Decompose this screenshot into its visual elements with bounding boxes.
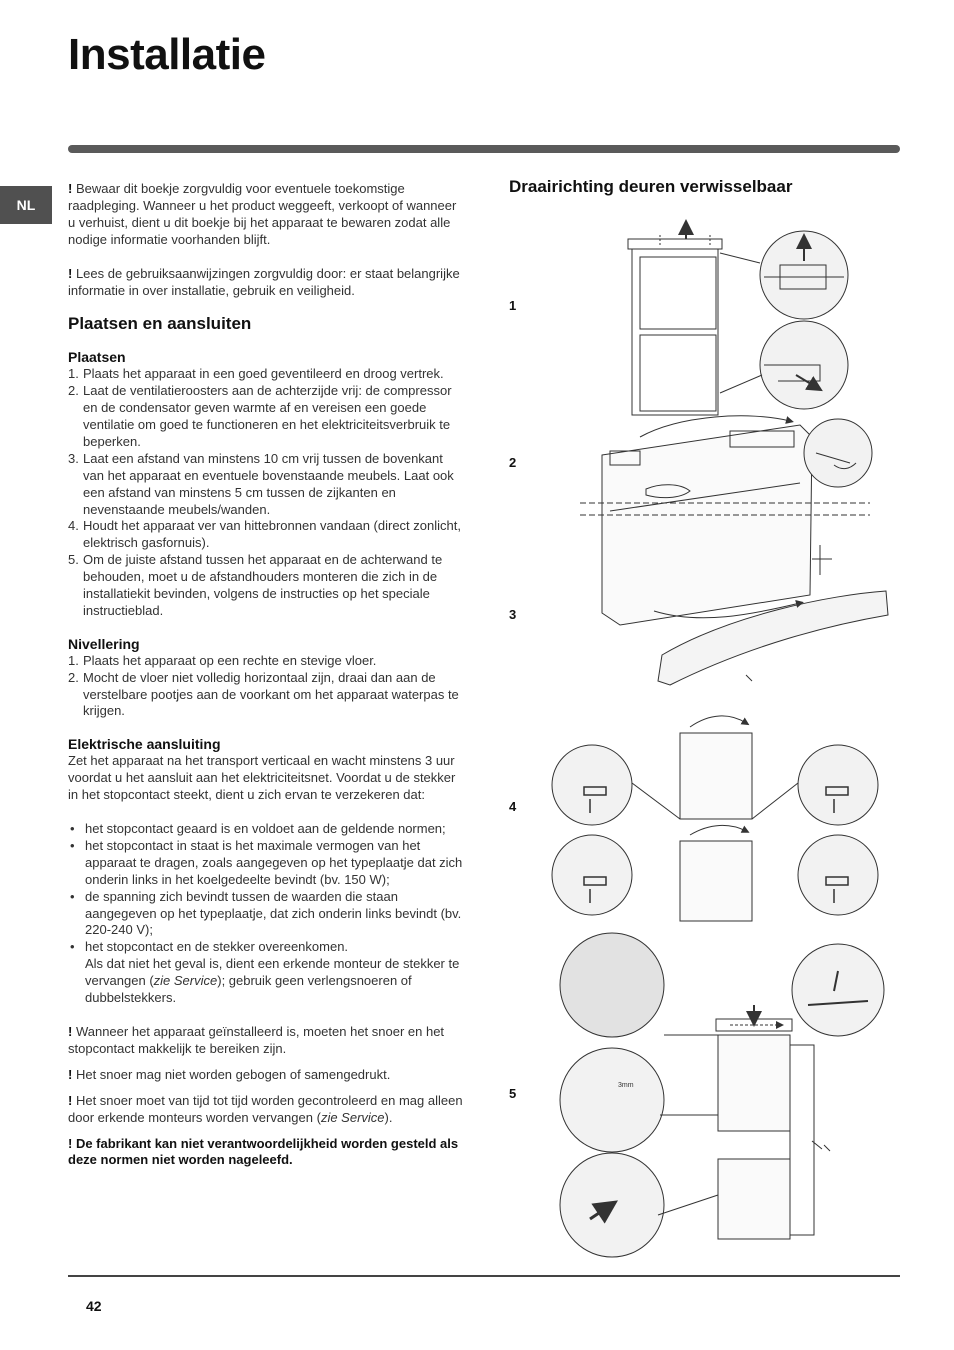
warning-1: ! Wanneer het apparaat geïnstalleerd is, moeten het snoer en het stopcontact makkelijk te bereiken zijn. [68,1023,445,1056]
elektrisch-list [68,821,464,1007]
step-number-5: 5 [509,1086,517,1101]
exclamation-mark: ! [68,1066,73,1082]
detail-circle-icon [720,321,848,409]
exclamation-mark: ! [68,1023,73,1039]
screw-icon [746,675,752,681]
detail-circle-icon [720,231,848,319]
list-item: • het stopcontact in staat is het maximale vermogen van het apparaat te dragen, zoals aangegeven op het typeplaatje dat zich onderin links in het koelgedeelte bevindt (bv. 150 W); [68,838,464,889]
left-column [68,181,464,1169]
step-number-3: 3 [509,607,517,622]
page-number: 42 [86,1298,102,1314]
nivellering-list [68,653,464,721]
list-item: 1. Plaats het apparaat in een goed geventileerd en droog vertrek. [68,366,444,382]
screw-icon [812,1141,830,1151]
placing-heading: Plaatsen en aansluiten [68,314,252,334]
step-4-door-bottom [552,825,878,921]
elektrisch-intro: Zet het apparaat na het transport verticaal en wacht minstens 3 uur voordat u het aansluit aan het elektriciteitsnet. Voordat u de stekker in het stopcontact steekt, dient u zich ervan te verzekeren dat: [68,753,456,803]
list-item: 5. Om de juiste afstand tussen het apparaat en de achterwand te behouden, moet u de afstandhouders monteren die zich in de installatiekit bevinden, volgens de instructies op het speciale instructieblad. [68,552,443,618]
language-tab: NL [0,186,52,224]
top-divider [68,145,900,153]
detail-circle-icon [804,419,872,487]
list-item: 2. Mocht de vloer niet volledig horizontaal zijn, draai dan aan de verstelbare pootjes aan de voorkant om het apparaat waterpas te krijgen. [68,669,459,719]
door-reversal-diagram [550,215,900,1260]
list-item: • het stopcontact geaard is en voldoet aan de geldende normen; [68,821,464,838]
step-5-assembly [560,933,884,1257]
list-item: • het stopcontact en de stekker overeenkomen. Als dat niet het geval is, dient een erkende monteur de stekker te vervangen (zie Service); gebruik geen verlengsnoeren of dubbelstekkers. [68,939,464,1007]
plaatsen-heading: Plaatsen [68,349,126,366]
step-4-door-top [552,716,878,825]
exclamation-mark: ! [68,181,73,196]
intro-note-2 [68,266,464,300]
step-number-4: 4 [509,799,517,814]
exclamation-mark: ! [68,1135,73,1151]
list-item: 1. Plaats het apparaat op een rechte en stevige vloer. [68,652,377,668]
doors-heading: Draairichting deuren verwisselbaar [509,177,793,196]
bottom-divider [68,1275,900,1277]
step-1-fridge [628,227,722,415]
intro-note-text: Bewaar dit boekje zorgvuldig voor eventuele toekomstige raadpleging. Wanneer u het product weggeeft, verkoopt of wanneer u verhuist, dient u dit boekje bij het apparaat te bewaren zodat alle nodige informatie voorhanden blijft. [68,181,457,247]
list-item: 3. Laat een afstand van minstens 10 cm vrij tussen de bovenkant van het apparaat en eventuele bovenstaande meubels. Laat ook een afstand van minstens 5 cm tussen de zijkanten en nevenstaande meubels/wanden. [68,450,454,517]
plaatsen-list [68,366,464,620]
elektrisch-heading: Elektrische aansluiting [68,736,221,753]
warning-3: ! Het snoer moet van tijd tot tijd worden gecontroleerd en mag alleen door erkende monteurs worden vervangen (zie Service). [68,1092,463,1125]
diagram-label: 3mm [618,1082,634,1089]
list-item: 4. Houdt het apparaat ver van hittebronnen vandaan (direct zonlicht, elektrisch gasfornuis). [68,518,461,551]
list-item: 2. Laat de ventilatieroosters aan de achterzijde vrij: de compressor en de condensator geven warmte af en vereisen een goede ventilatie om goed te functioneren en het elektriciteitsverbruik te beperken. [68,383,452,449]
warning-4: ! De fabrikant kan niet verantwoordelijkheid worden gesteld als deze normen niet worden nageleefd. [68,1135,459,1168]
intro-note-text: Lees de gebruiksaanwijzingen zorgvuldig door: er staat belangrijke informatie in over installatie, gebruik en veiligheid. [68,265,460,298]
intro-note-1 [68,181,464,249]
list-item: • de spanning zich bevindt tussen de waarden die staan aangegeven op het typeplaatje, dat zich onderin links bevindt (bv. 220-240 V); [68,889,464,940]
nivellering-heading: Nivellering [68,635,140,652]
exclamation-mark: ! [68,265,73,281]
warning-2: ! Het snoer mag niet worden gebogen of samengedrukt. [68,1066,391,1082]
step-number-2: 2 [509,455,517,470]
step-number-1: 1 [509,298,517,313]
page-title: Installatie [68,30,266,79]
exclamation-mark: ! [68,1092,73,1108]
